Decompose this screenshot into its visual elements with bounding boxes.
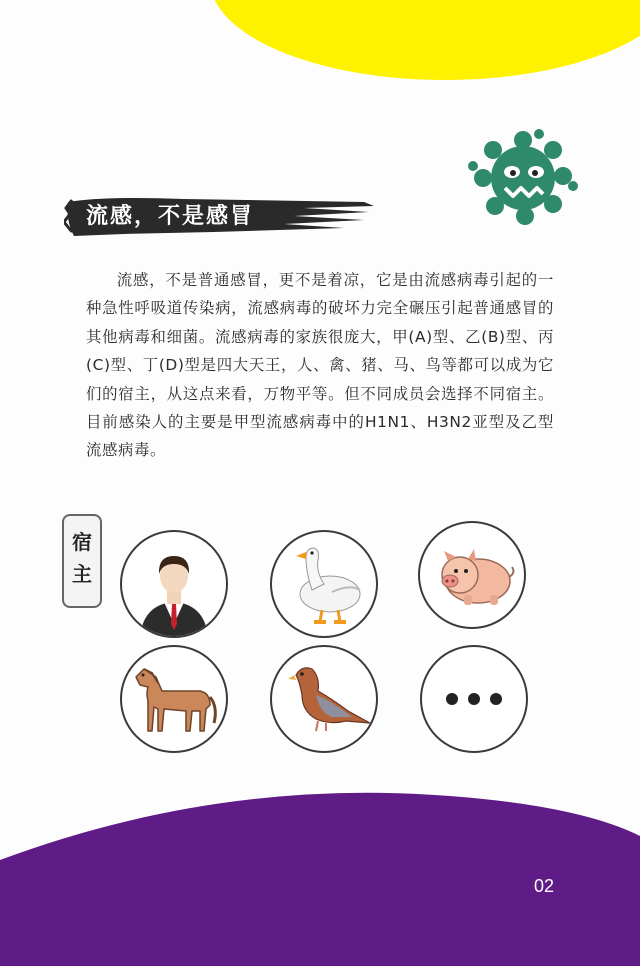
page-number: 02 [534, 876, 555, 896]
goose-icon [272, 532, 376, 636]
host-goose [270, 530, 378, 638]
pig-icon [420, 523, 524, 627]
horse-icon [122, 647, 226, 751]
host-more [420, 645, 528, 753]
bird-icon [272, 647, 376, 751]
host-bird [270, 645, 378, 753]
hosts-label: 宿主 [72, 530, 92, 586]
paragraph-text: 流感，不是普通感冒，更不是着凉，它是由流感病毒引起的一种急性呼吸道传染病，流感病毒的破坏力完全碾压引起普通感冒的其他病毒和细菌。流感病毒的家族很庞大，甲(A)型、乙(B)型、丙(C)型、丁(D)型是四大天王，人、禽、猪、马、鸟等都可以成为它们的宿主，从这点来看，万物平等。但不同成员会选择不同宿主。目前感染人的主要是甲型流感病毒中的H1N1、H3N2亚型及乙型流感病毒。 [86, 271, 554, 460]
intro-paragraph [86, 266, 554, 465]
hosts-tag [62, 514, 102, 608]
host-horse [120, 645, 228, 753]
host-person [120, 530, 228, 638]
more-dots-icon [422, 647, 526, 751]
host-pig [418, 521, 526, 629]
person-icon [122, 532, 226, 636]
virus-icon [465, 126, 585, 226]
yellow-decoration [210, 0, 640, 80]
section-title: 流感，不是感冒 [86, 204, 255, 229]
